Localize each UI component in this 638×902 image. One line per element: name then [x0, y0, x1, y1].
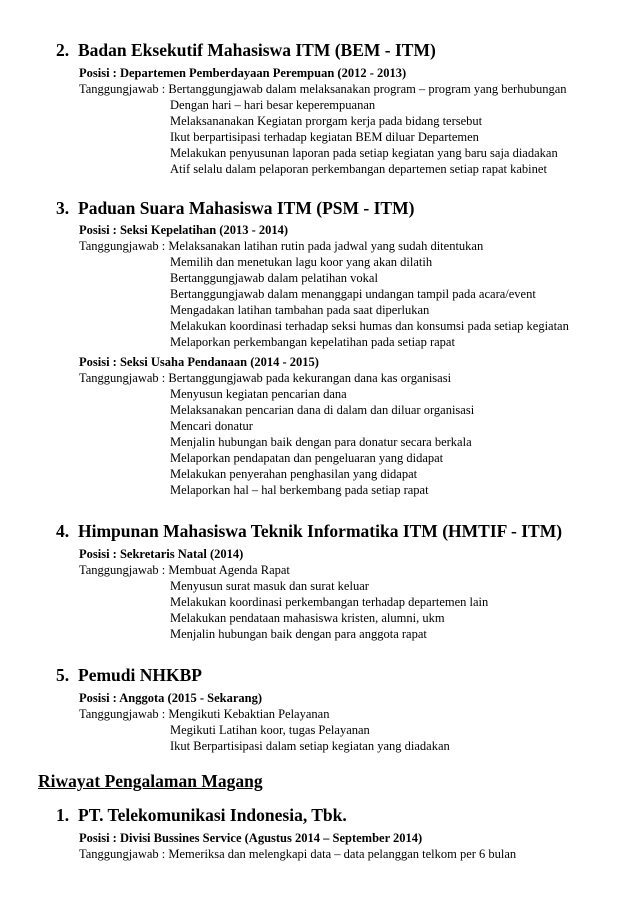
duty-line: Melaksanakan pencarian dana di dalam dan diluar organisasi — [170, 403, 475, 417]
duty-line: Bertanggungjawab dalam menanggapi undangan tampil pada acara/event — [170, 287, 536, 301]
duty-line — [79, 706, 329, 722]
duties-label: Tanggungjawab : — [79, 82, 169, 96]
duties-label: Tanggungjawab : — [79, 847, 169, 861]
position-title: Posisi : Departemen Pemberdayaan Perempuan (2012 - 2013) — [79, 66, 407, 80]
duty-line: Ikut Berpartisipasi dalam setiap kegiatan yang diadakan — [170, 739, 450, 753]
duty-line: Melaporkan perkembangan kepelatihan pada setiap rapat — [170, 335, 455, 349]
position-title: Posisi : Sekretaris Natal (2014) — [79, 547, 244, 561]
duty-line: Melaksananakan Kegiatan prorgam kerja pada bidang tersebut — [170, 114, 483, 128]
list-number: 2. — [56, 40, 70, 60]
duty-text: Mengikuti Kebaktian Pelayanan — [168, 707, 330, 721]
duty-text: Bertanggungjawab dalam melaksanakan program – program yang berhubungan — [168, 82, 567, 96]
position-title: Posisi : Seksi Usaha Pendanaan (2014 - 2015) — [79, 355, 319, 369]
duty-line: Melakukan penyusunan laporan pada setiap kegiatan yang baru saja diadakan — [170, 146, 558, 160]
duties-label: Tanggungjawab : — [79, 239, 169, 253]
organization-heading — [56, 520, 562, 542]
section-heading: Riwayat Pengalaman Magang — [38, 771, 263, 791]
duty-line: Melakukan penyerahan penghasilan yang didapat — [170, 467, 418, 481]
organization-heading — [56, 664, 202, 686]
duty-line: Menjalin hubungan baik dengan para donatur secara berkala — [170, 435, 472, 449]
organization-heading — [56, 197, 414, 219]
organization-name: Himpunan Mahasiswa Teknik Informatika ITM (HMTIF - ITM) — [78, 521, 563, 541]
duty-text: Bertanggungjawab pada kekurangan dana kas organisasi — [168, 371, 452, 385]
duty-line: Melaporkan pendapatan dan pengeluaran yang didapat — [170, 451, 444, 465]
duty-line — [79, 81, 567, 97]
duties-label: Tanggungjawab : — [79, 563, 169, 577]
duty-line: Mengadakan latihan tambahan pada saat diperlukan — [170, 303, 430, 317]
duty-line: Dengan hari – hari besar keperempuanan — [170, 98, 376, 112]
list-number: 4. — [56, 521, 70, 541]
organization-name: Pemudi NHKBP — [78, 665, 202, 685]
duty-line: Menyusun kegiatan pencarian dana — [170, 387, 347, 401]
duty-line — [79, 238, 483, 254]
position-title: Posisi : Seksi Kepelatihan (2013 - 2014) — [79, 223, 289, 237]
duty-line: Melakukan pendataan mahasiswa kristen, alumni, ukm — [170, 611, 445, 625]
list-number: 5. — [56, 665, 70, 685]
duty-line — [79, 846, 516, 862]
duty-line — [79, 562, 290, 578]
position-title: Posisi : Divisi Bussines Service (Agustus 2014 – September 2014) — [79, 831, 423, 845]
duty-line: Melaporkan hal – hal berkembang pada setiap rapat — [170, 483, 429, 497]
organization-name: Badan Eksekutif Mahasiswa ITM (BEM - ITM) — [78, 40, 436, 60]
duties-label: Tanggungjawab : — [79, 707, 169, 721]
organization-name: Paduan Suara Mahasiswa ITM (PSM - ITM) — [78, 198, 415, 218]
company-name: PT. Telekomunikasi Indonesia, Tbk. — [78, 805, 347, 825]
duty-text: Melaksanakan latihan rutin pada jadwal yang sudah ditentukan — [168, 239, 484, 253]
position-title: Posisi : Anggota (2015 - Sekarang) — [79, 691, 262, 705]
duty-text: Membuat Agenda Rapat — [168, 563, 290, 577]
duty-line — [79, 370, 451, 386]
duty-line: Memilih dan menetukan lagu koor yang akan dilatih — [170, 255, 433, 269]
internship-heading — [56, 804, 347, 826]
duty-line: Melakukan koordinasi terhadap seksi humas dan konsumsi pada setiap kegiatan — [170, 319, 569, 333]
list-number: 3. — [56, 198, 70, 218]
duty-line: Menjalin hubungan baik dengan para anggota rapat — [170, 627, 427, 641]
list-number: 1. — [56, 805, 70, 825]
duty-line: Mencari donatur — [170, 419, 253, 433]
duty-line: Bertanggungjawab dalam pelatihan vokal — [170, 271, 378, 285]
duty-line: Atif selalu dalam pelaporan perkembangan departemen setiap rapat kabinet — [170, 162, 547, 176]
duty-text: Memeriksa dan melengkapi data – data pelanggan telkom per 6 bulan — [168, 847, 517, 861]
duty-line: Ikut berpartisipasi terhadap kegiatan BEM diluar Departemen — [170, 130, 479, 144]
duty-line: Menyusun surat masuk dan surat keluar — [170, 579, 369, 593]
organization-heading — [56, 39, 436, 61]
duty-line: Megikuti Latihan koor, tugas Pelayanan — [170, 723, 370, 737]
duty-line: Melakukan koordinasi perkembangan terhadap departemen lain — [170, 595, 489, 609]
duties-label: Tanggungjawab : — [79, 371, 169, 385]
